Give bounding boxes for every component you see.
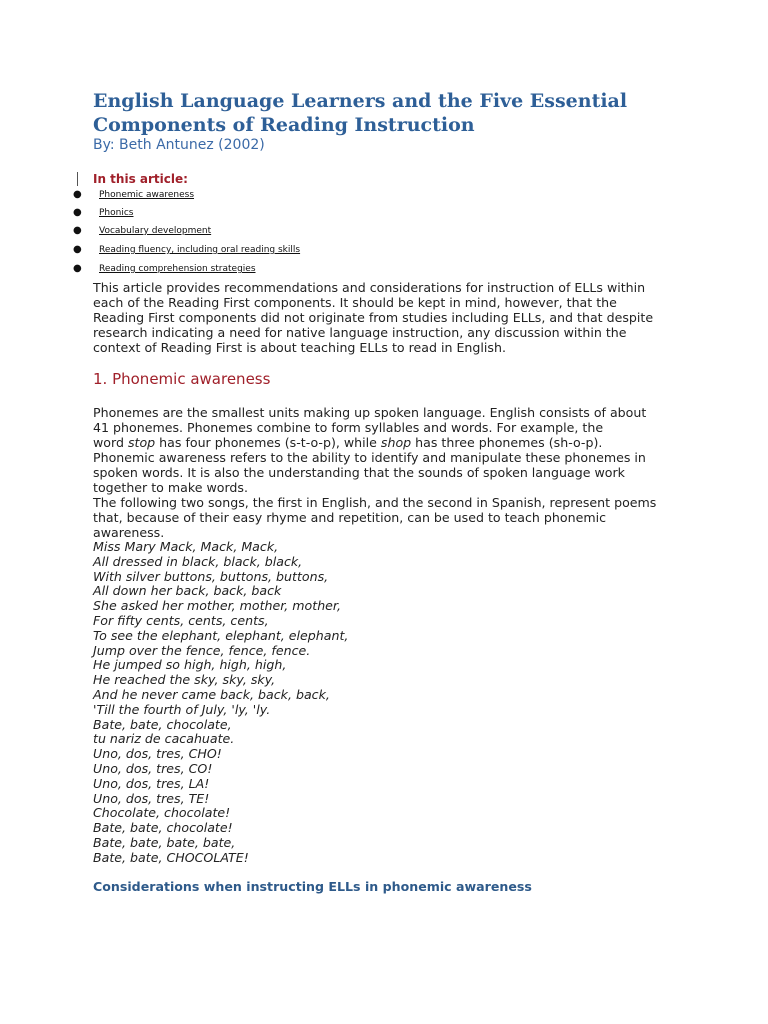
poem-line: Uno, dos, tres, TE!: [93, 790, 210, 806]
text-segment: word: [93, 435, 128, 450]
text-line: The following two songs, the first in English, and the second in Spanish, represent poems: [93, 495, 657, 510]
poem-line: Uno, dos, tres, CO!: [93, 760, 213, 776]
text-line: each of the Reading First components. It should be kept in mind, however, that the: [93, 295, 617, 310]
poem-line: Uno, dos, tres, CHO!: [93, 746, 222, 762]
text-line: awareness.: [93, 525, 165, 540]
poem-line: With silver buttons, buttons, buttons,: [93, 568, 329, 584]
toc-link-phonics[interactable]: Phonics: [99, 208, 134, 218]
article-byline: By: Beth Antunez (2002): [93, 137, 265, 153]
toc-marker: [77, 172, 78, 186]
toc-link-phonemic-awareness[interactable]: Phonemic awareness: [99, 190, 195, 200]
poem-block: [93, 540, 348, 866]
text-line: together to make words.: [93, 480, 248, 495]
poem-line: Jump over the fence, fence, fence.: [93, 642, 311, 658]
bullet-icon: ●: [73, 189, 82, 200]
bullet-icon: ●: [73, 263, 82, 274]
text-line: Reading First components did not originate from studies including ELLs, and that despite: [93, 310, 654, 325]
example-word-stop: stop: [127, 435, 156, 450]
poem-line: Chocolate, chocolate!: [93, 805, 231, 821]
text-line: that, because of their easy rhyme and repetition, can be used to teach phonemic: [93, 510, 607, 525]
poem-line: She asked her mother, mother, mother,: [93, 598, 341, 614]
poem-line: Bate, bate, chocolate,: [93, 716, 232, 732]
poem-line: Miss Mary Mack, Mack, Mack,: [93, 539, 279, 554]
text-segment: has four phonemes (s-t-o-p), while: [155, 435, 381, 450]
text-line: Phonemes are the smallest units making up spoken language. English consists of about: [93, 405, 647, 420]
text-line: This article provides recommendations and considerations for instruction of ELLs within: [93, 280, 646, 295]
text-line: 41 phonemes. Phonemes combine to form syllables and words. For example, the: [93, 420, 604, 435]
intro-paragraph: [93, 280, 693, 355]
text-line: spoken words. It is also the understanding that the sounds of spoken language work: [93, 465, 625, 480]
poem-line: He jumped so high, high, high,: [93, 657, 287, 673]
poem-line: tu nariz de cacahuate.: [93, 731, 235, 747]
poem-line: And he never came back, back, back,: [93, 686, 330, 702]
toc-link-comprehension[interactable]: Reading comprehension strategies: [99, 264, 256, 274]
poem-line: Uno, dos, tres, LA!: [93, 775, 210, 791]
poem-line: Bate, bate, chocolate!: [93, 820, 233, 836]
bullet-icon: ●: [73, 207, 82, 218]
poem-line: Bate, bate, bate, bate,: [93, 834, 236, 850]
poem-line: He reached the sky, sky, sky,: [93, 672, 276, 688]
poem-line: 'Till the fourth of July, 'ly, 'ly.: [93, 701, 271, 717]
bullet-icon: ●: [73, 244, 82, 255]
phonemes-paragraph: [93, 405, 693, 540]
toc-link-vocabulary[interactable]: Vocabulary development: [99, 226, 212, 236]
poem-line: To see the elephant, elephant, elephant,: [93, 627, 349, 643]
text-line: Phonemic awareness refers to the ability to identify and manipulate these phonemes in: [93, 450, 646, 465]
poem-line: All down her back, back, back: [93, 583, 282, 599]
considerations-subheading: Considerations when instructing ELLs in phonemic awareness: [93, 879, 532, 894]
section-heading-phonemic-awareness: 1. Phonemic awareness: [93, 370, 271, 388]
toc-label: In this article:: [93, 172, 188, 186]
text-line: context of Reading First is about teaching ELLs to read in English.: [93, 340, 506, 355]
bullet-icon: ●: [73, 225, 82, 236]
poem-line: For fifty cents, cents, cents,: [93, 612, 269, 628]
poem-line: Bate, bate, CHOCOLATE!: [93, 849, 249, 865]
text-line: [93, 435, 693, 450]
example-word-shop: shop: [380, 435, 412, 450]
poem-line: All dressed in black, black, black,: [93, 553, 303, 569]
text-segment: has three phonemes (sh-o-p).: [411, 435, 603, 450]
text-line: research indicating a need for native language instruction, any discussion within the: [93, 325, 627, 340]
article-title: English Language Learners and the Five Essential Components of Reading Instruction: [93, 90, 628, 136]
toc-link-fluency[interactable]: Reading fluency, including oral reading skills: [99, 245, 301, 255]
